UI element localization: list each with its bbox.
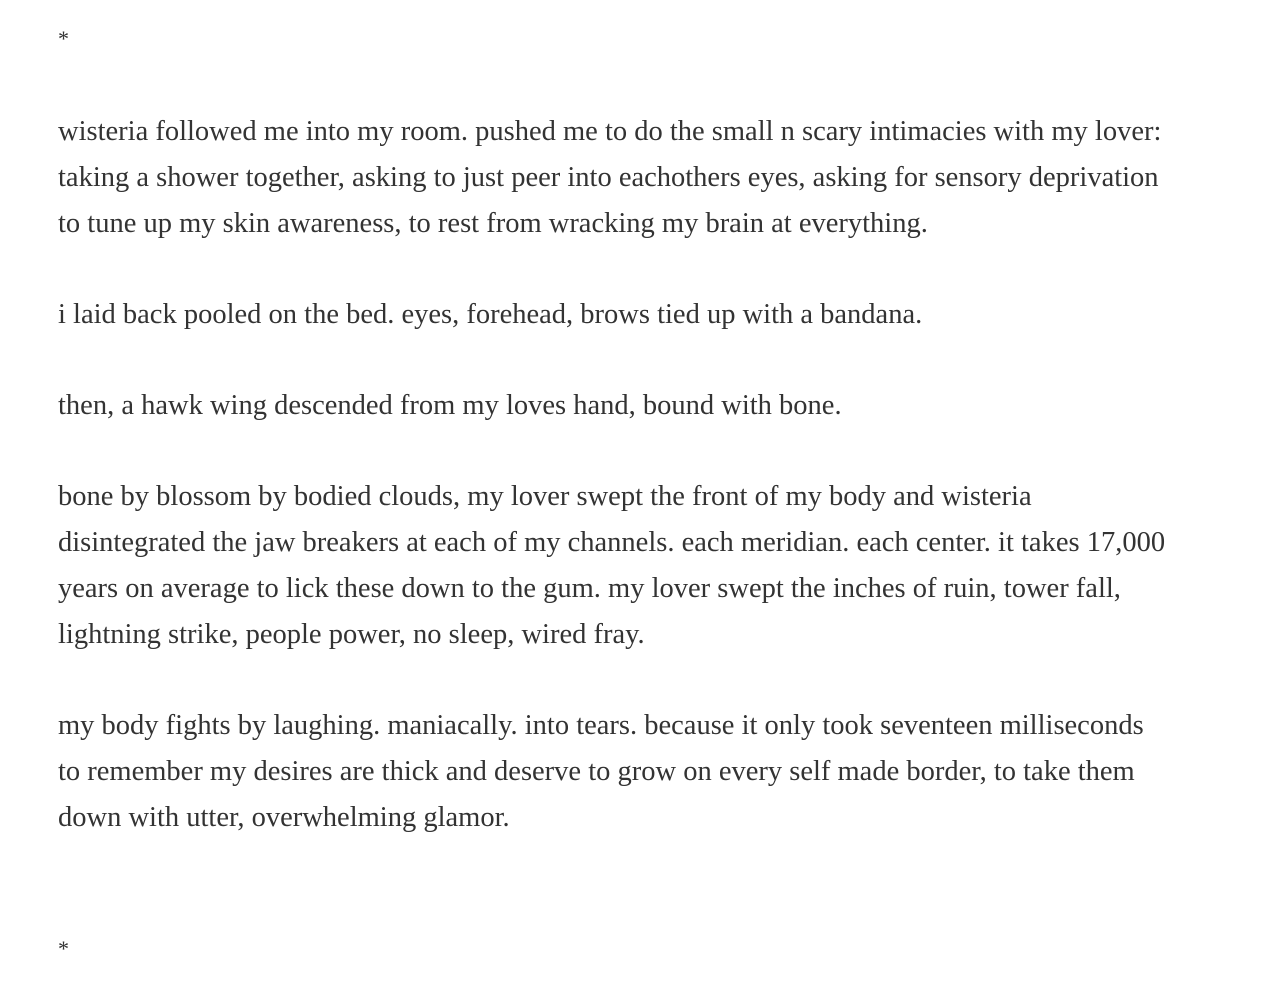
paragraph: wisteria followed me into my room. pushed me to do the small n scary intimacies with my lover: taking a shower together, asking to just peer into eachothers eyes, asking for sensory deprivation to tune up my skin awareness, to rest from wracking my brain at everything. [58, 116, 1162, 239]
section-separator-top: * [58, 26, 69, 51]
paragraph: then, a hawk wing descended from my loves hand, bound with bone. [58, 390, 842, 421]
paragraph: i laid back pooled on the bed. eyes, forehead, brows tied up with a bandana. [58, 299, 923, 330]
paragraph: bone by blossom by bodied clouds, my lover swept the front of my body and wisteria disintegrated the jaw breakers at each of my channels. each meridian. each center. it takes 17,000 years on average to lick these down to the gum. my lover swept the inches of ruin, tower fall, lightning strike, people power, no sleep, wired fray. [58, 481, 1166, 650]
paragraph: my body fights by laughing. maniacally. into tears. because it only took seventeen milliseconds to remember my desires are thick and deserve to grow on every self made border, to take them down with utter, overwhelming glamor. [58, 710, 1144, 833]
section-separator-bottom: * [58, 936, 69, 961]
poem-text [58, 109, 1168, 886]
